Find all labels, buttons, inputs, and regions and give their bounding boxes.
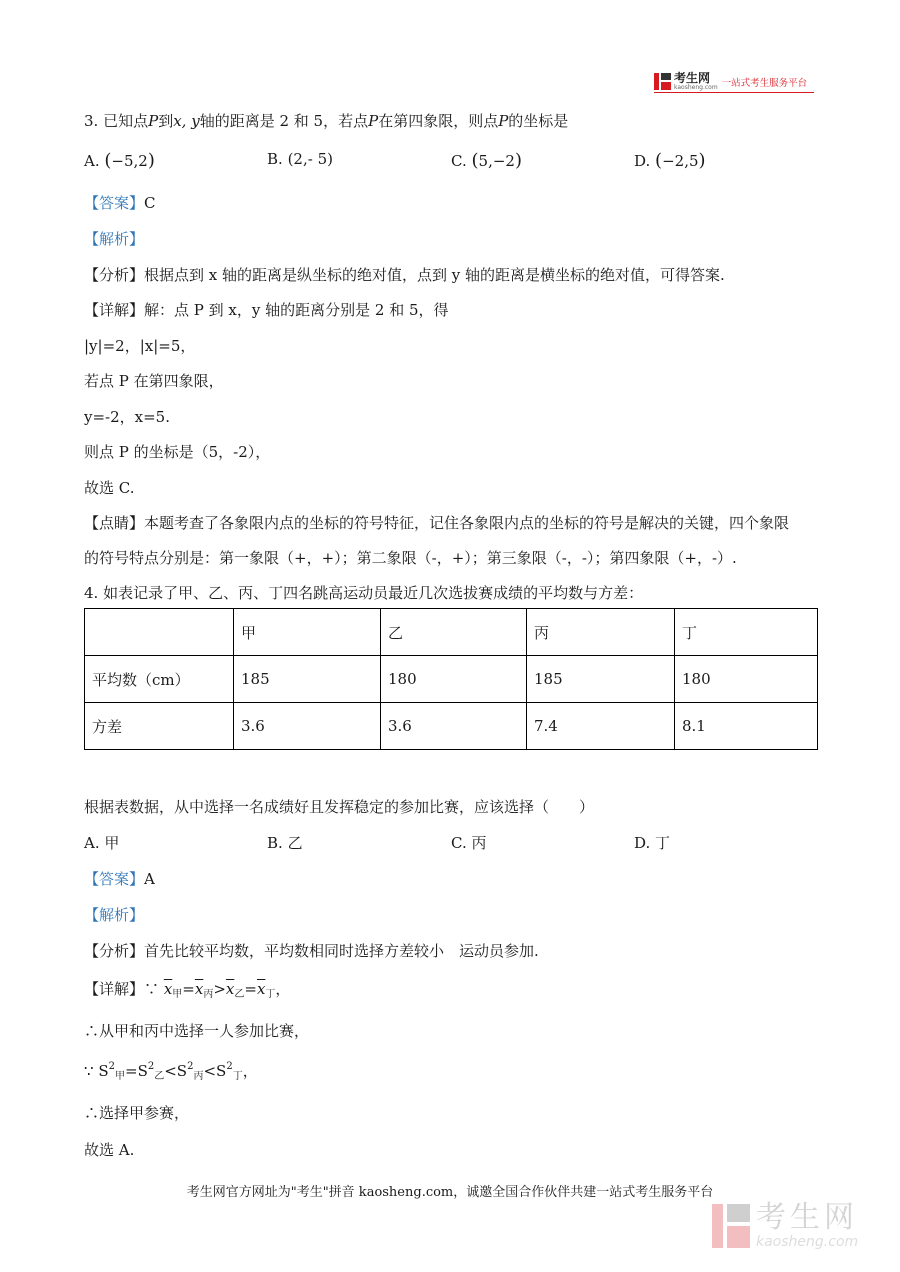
q4-mean-comparison: 【详解】∵ $\overline{x}_甲=\overline{x}_丙>\overline{x}_乙=\overline{x}_丁$， xyxy=(84,980,291,1000)
table-cell: 甲 xyxy=(234,609,381,656)
table-cell: 7.4 xyxy=(527,703,675,750)
q3-option-b: B. (2,- 5) xyxy=(267,150,333,168)
header-logo xyxy=(654,72,807,91)
table-cell: 方差 xyxy=(85,703,234,750)
q4-conclusion: 故选 A. xyxy=(84,1141,135,1159)
logo-slogan: 一站式考生服务平台 xyxy=(721,77,808,89)
table-header-row xyxy=(85,609,818,656)
logo-domain: kaosheng.com xyxy=(674,84,718,91)
watermark xyxy=(712,1200,859,1250)
q3-step-1: |y|=2，|x|=5， xyxy=(84,337,196,355)
header-rule xyxy=(654,92,814,93)
q3-option-d: D. (−2,5) xyxy=(634,150,706,171)
q4-option-b: B. 乙 xyxy=(267,834,303,852)
q3-answer: 【答案】C xyxy=(84,194,156,212)
table-cell: 丙 xyxy=(527,609,675,656)
q3-dianjing: 【点睛】本题考查了各象限内点的坐标的符号特征，记住各象限内点的坐标的符号是解决的关键，四个象限 xyxy=(84,514,790,532)
q3-step-3: y=-2，x=5. xyxy=(84,408,170,426)
logo-name: 考生网 xyxy=(674,71,711,85)
table-cell: 3.6 xyxy=(234,703,381,750)
q4-option-a: A. 甲 xyxy=(84,834,120,852)
q3-xiangjie: 【详解】解：点 P 到 x，y 轴的距离分别是 2 和 5，得 xyxy=(84,301,449,319)
table-row xyxy=(85,656,818,703)
watermark-domain: kaosheng.com xyxy=(756,1234,859,1250)
table-cell: 185 xyxy=(234,656,381,703)
table-cell: 180 xyxy=(381,656,527,703)
score-table xyxy=(84,608,818,750)
q4-therefore-2: ∴选择甲参赛， xyxy=(84,1104,190,1122)
table-cell: 丁 xyxy=(675,609,818,656)
table-cell: 3.6 xyxy=(381,703,527,750)
table-cell xyxy=(85,609,234,656)
q4-prompt: 根据表数据，从中选择一名成绩好且发挥稳定的参加比赛，应该选择（ ） xyxy=(84,798,595,816)
table-cell: 平均数（cm） xyxy=(85,656,234,703)
table-cell: 8.1 xyxy=(675,703,818,750)
q3-step-4: 则点 P 的坐标是（5，-2）， xyxy=(84,443,271,461)
q3-analysis-tag: 【解析】 xyxy=(84,230,145,248)
q3-fenxi: 【分析】根据点到 x 轴的距离是纵坐标的绝对值，点到 y 轴的距离是横坐标的绝对值，可得答案. xyxy=(84,266,725,284)
q3-stem: 3. 已知点P到x, y轴的距离是 2 和 5，若点P在第四象限，则点P的坐标是 xyxy=(84,112,569,130)
q4-analysis-tag: 【解析】 xyxy=(84,906,145,924)
table-cell: 180 xyxy=(675,656,818,703)
table-row xyxy=(85,703,818,750)
q4-option-c: C. 丙 xyxy=(451,834,487,852)
kaosheng-logo-icon xyxy=(654,73,671,90)
kaosheng-watermark-icon xyxy=(712,1204,750,1248)
q3-dianjing-cont: 的符号特点分别是：第一象限（+，+）；第二象限（-，+）；第三象限（-，-）；第四象限（+，-）. xyxy=(84,549,737,567)
table-cell: 乙 xyxy=(381,609,527,656)
q3-option-a: A. (−5,2) xyxy=(84,150,155,171)
q4-stem: 4. 如表记录了甲、乙、丙、丁四名跳高运动员最近几次选拔赛成绩的平均数与方差： xyxy=(84,584,644,602)
q4-option-d: D. 丁 xyxy=(634,834,671,852)
q4-fenxi: 【分析】首先比较平均数，平均数相同时选择方差较小 运动员参加. xyxy=(84,942,539,960)
q3-step-5: 故选 C. xyxy=(84,479,135,497)
q4-answer: 【答案】A xyxy=(84,870,155,888)
table-cell: 185 xyxy=(527,656,675,703)
q4-therefore-1: ∴从甲和丙中选择一人参加比赛， xyxy=(84,1022,310,1040)
watermark-name: 考生网 xyxy=(756,1200,858,1235)
q4-variance-comparison: ∵ $S^2_甲=S^2_乙<S^2_丙<S^2_丁$， xyxy=(84,1061,258,1082)
q3-step-2: 若点 P 在第四象限， xyxy=(84,372,224,390)
footer-text: 考生网官方网址为"考生"拼音 kaosheng.com，诚邀全国合作伙伴共建一站式考生服务平台 xyxy=(186,1185,714,1200)
q3-option-c: C. (5,−2) xyxy=(451,150,522,171)
